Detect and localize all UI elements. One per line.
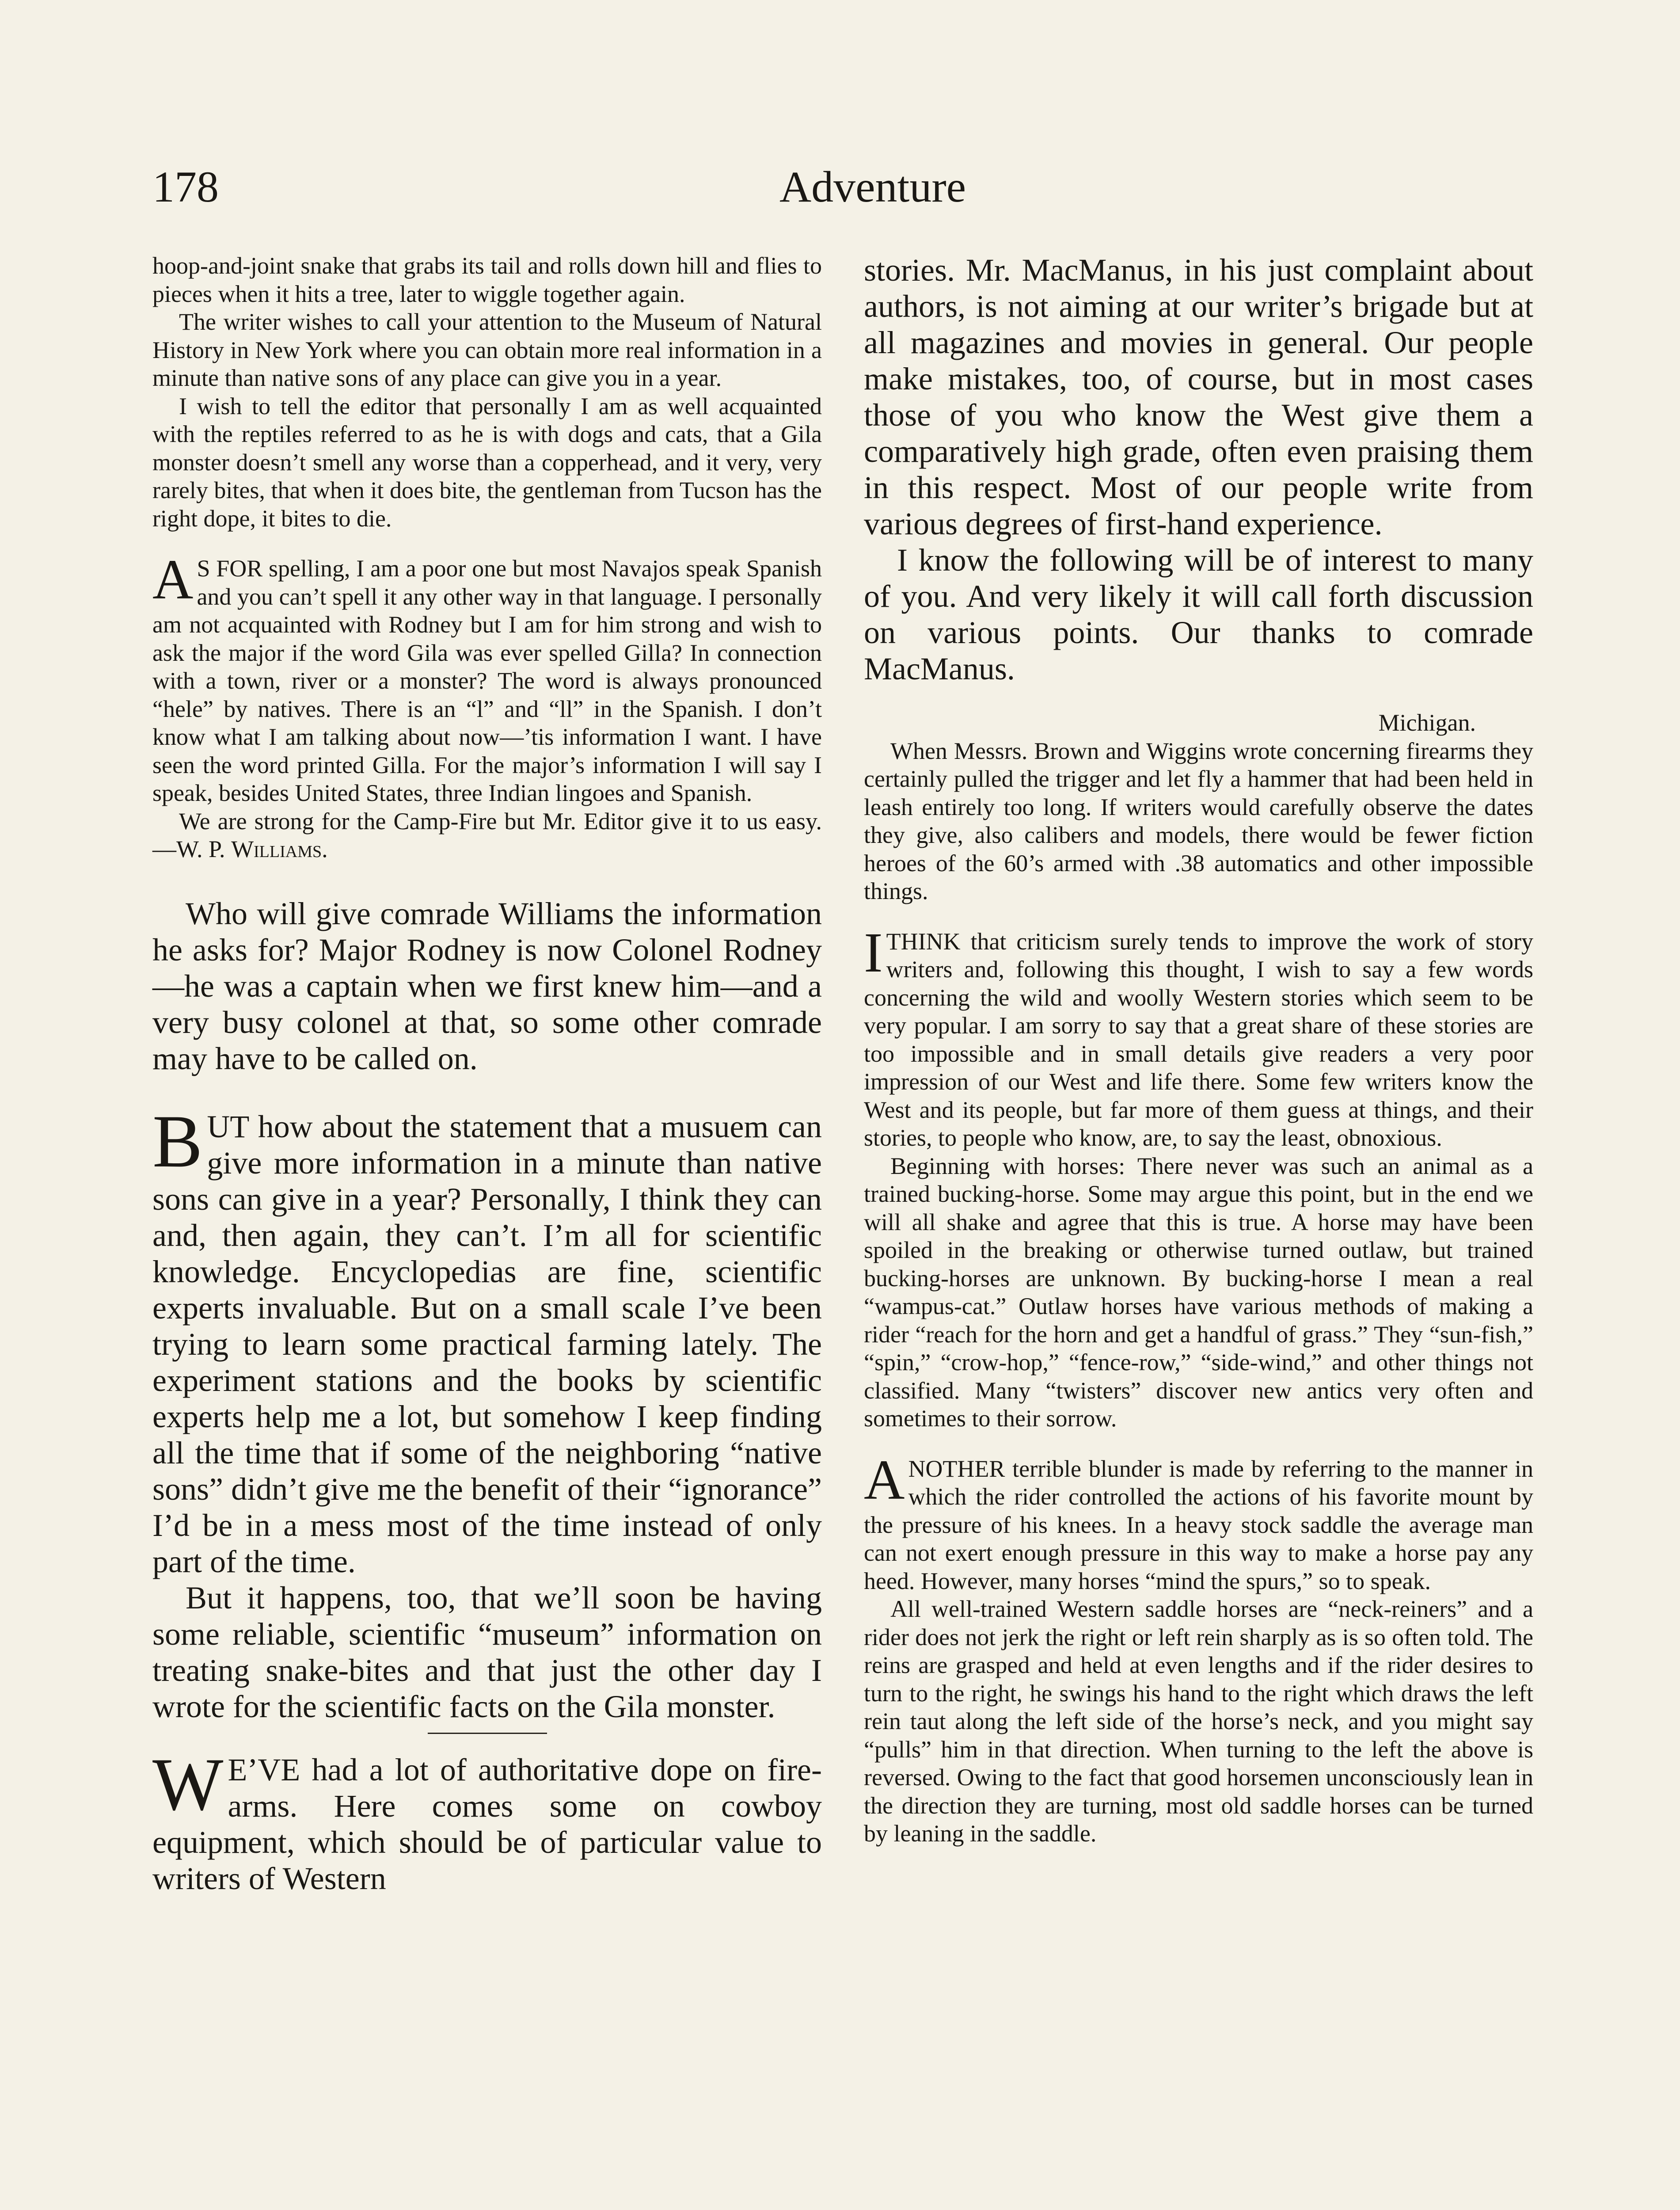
lead-word: E’VE (228, 1752, 300, 1787)
signature: Williams. (231, 836, 328, 862)
sign-off: We are strong for the Camp-Fire but Mr. Editor give it to us easy.—W. P. (152, 808, 822, 862)
paragraph: I know the following will be of interest to many of you. And very likely it will call forth discussion on various points. Our thanks to comrade MacManus. (864, 542, 1533, 686)
lead-word: NOTHER (908, 1455, 1005, 1482)
lead-word: THINK (886, 928, 961, 955)
page-header (152, 158, 1593, 229)
paragraph (152, 1099, 822, 1580)
paragraph-text: that criticism surely tends to improve the work of story writers and, following this thought, I wish to say a few words concerning the wild and woolly Western stories which seem to be very popular. I am sorry to say that a great share of these stories are too impossible and in small details give readers a very poor impression of our West and life there. Some few writers know the West and its people, but far more of them guess at things, and their stories, to people who know, are, to say the least, obnoxious. (864, 928, 1533, 1151)
paragraph-text: spelling, I am a poor one but most Navajos speak Spanish and you can’t spell it any other way in that language. I personally am not acquainted with Rodney but I am for him strong and wish to ask the major if the word Gila was ever spelled Gilla? In connection with a town, river or a monster? The word is always pronounced “hele” by natives. There is an “l” and “ll” in the Spanish. I don’t know what I am talking about now—’tis information I want. I have seen the word printed Gilla. For the major’s information I will say I speak, besides United States, three Indian lingoes and Spanish. (152, 555, 822, 806)
lead-word: UT (207, 1109, 249, 1144)
letter-place: Michigan. (1378, 709, 1476, 736)
paragraph (864, 921, 1533, 1152)
drop-cap: W (152, 1742, 224, 1826)
paragraph: All well-trained Western saddle horses are “neck-reiners” and a rider does not jerk the right or left rein sharply as is so often told. The reins are grasped and held at even lengths and if the rider desires to turn to the right, he swings his hand to the right which draws the left rein taut along the left side of the horse’s neck, and you might say “pulls” him in that direction. When turning to the left the above is reversed. Owing to the fact that good horsemen unconsciously lean in the direction they are turning, most old saddle horses can be turned by leaning in the saddle. (864, 1596, 1533, 1847)
left-column (152, 252, 822, 1897)
paragraph: When Messrs. Brown and Wiggins wrote concerning firearms they certainly pulled the trigger and let fly a hammer that had been held in leash entirely too long. If writers would carefully observe the dates they give, also calibers and models, there would be fewer fiction heroes of the 60’s armed with .38 automatics and other impossible things. (864, 737, 1533, 904)
drop-cap: B (152, 1099, 203, 1183)
paragraph (864, 1448, 1533, 1596)
paragraph-text: terrible blunder is made by referring to the manner in which the rider controlled the actions of his favorite mount by the pressure of his knees. In a heavy stock saddle the average man can not exert enough pressure in this way to make a horse pay any heed. However, many horses “mind the spurs,” so to speak. (864, 1455, 1533, 1594)
paragraph: The writer wishes to call your attention to the Museum of Natural History in New York where you can obtain more real information in a minute than native sons of any place can give you in a year. (152, 309, 822, 391)
paragraph-text: how about the statement that a musuem can give more information in a minute than native sons can give in a year? Personally, I think they can and, then again, they can’t. I’m all for scientific knowledge. Encyclopedias are fine, scientific experts invaluable. But on a small scale I’ve been trying to learn some practical farming lately. The experiment stations and the books by scientific experts help me a lot, but somehow I keep finding all the time that if some of the neighboring “native sons” didn’t give me the benefit of their “ignorance” I’d be in a mess most of the time instead of only part of the time. (152, 1109, 822, 1579)
editor-comment-continued (864, 252, 1533, 687)
paragraph-text: had a lot of authoritative dope on fire-arms. Here comes some on cowboy equipment, which should be of particular value to writers of Western (152, 1752, 822, 1896)
drop-cap: I (864, 921, 883, 984)
page-number: 178 (152, 162, 219, 211)
section-rule (428, 1733, 547, 1734)
paragraph: But it happens, too, that we’ll soon be having some reliable, scientific “museum” information on treating snake-bites and that just the other day I wrote for the scientific facts on the Gila monster. (152, 1580, 822, 1724)
paragraph (152, 1742, 822, 1897)
lead-word: S FOR (197, 555, 263, 582)
drop-cap: A (152, 548, 194, 611)
paragraph (152, 808, 822, 864)
paragraph: Beginning with horses: There never was such an animal as a trained bucking-horse. Some may argue this point, but in the end we will all shake and agree that this is true. A horse may have been spoiled in the breaking or otherwise turned outlaw, but trained bucking-horses are unknown. By bucking-horse I mean a real “wampus-cat.” Outlaw horses have various methods of making a rider “reach for the horn and get a handful of grass.” They “sun-fish,” “spin,” “crow-hop,” “fence-row,” “side-wind,” and other things not classified. Many “twisters” discover new antics very often and sometimes to their sorrow. (864, 1152, 1533, 1432)
paragraph: hoop-and-joint snake that grabs its tail and rolls down hill and flies to pieces when it hits a tree, later to wiggle together again. (152, 252, 822, 307)
editor-comment (152, 895, 822, 1897)
paragraph: Who will give comrade Williams the information he asks for? Major Rodney is now Colonel Rodney—he was a captain when we first knew him—and a very busy colonel at that, so some other comrade may have to be called on. (152, 895, 822, 1076)
paragraph: stories. Mr. MacManus, in his just complaint about authors, is not aiming at our writer’s brigade but at all magazines and movies in general. Our people make mistakes, too, of course, but in most cases those of you who know the West give them a comparatively high grade, often even praising them in this respect. Most of our people write from various degrees of first-hand experience. (864, 252, 1533, 541)
letter (864, 709, 1533, 1848)
letter-continuation (152, 252, 822, 864)
paragraph (152, 548, 822, 808)
drop-cap: A (864, 1448, 905, 1511)
right-column (864, 252, 1533, 1848)
running-title: Adventure (779, 162, 966, 211)
paragraph: I wish to tell the editor that personally I am as well acquainted with the reptiles referred to as he is with dogs and cats, that a Gila monster doesn’t smell any worse than a copperhead, and it very, very rarely bites, that when it does bite, the gentleman from Tucson has the right dope, it bites to die. (152, 392, 822, 532)
